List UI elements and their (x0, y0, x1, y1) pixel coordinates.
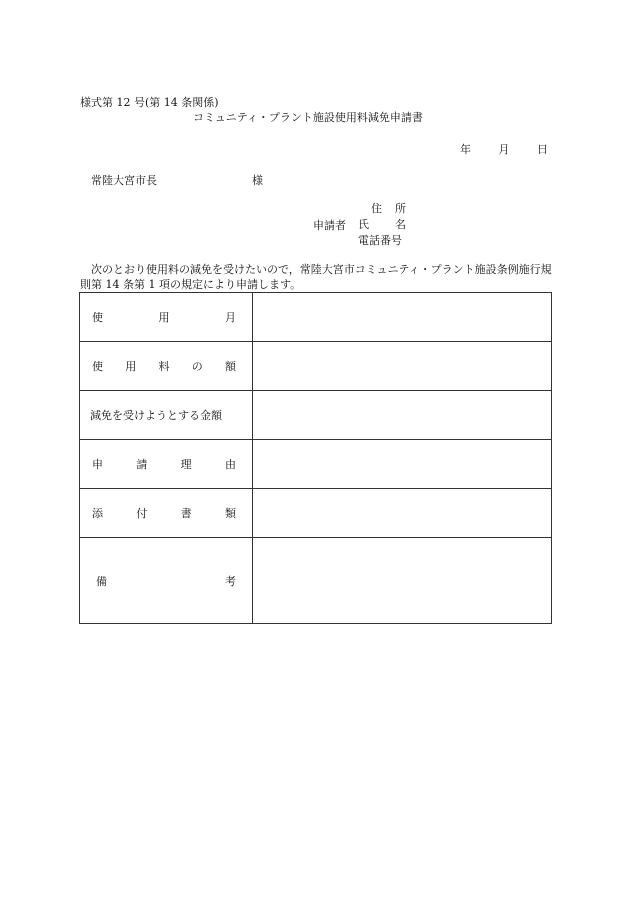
label-char: 用 (158, 311, 170, 324)
label-char: 使 (92, 360, 103, 373)
label-char: 由 (224, 458, 236, 471)
label-char: 月 (225, 311, 236, 324)
label-char: 額 (225, 360, 236, 373)
usage-fee-field[interactable] (253, 342, 552, 391)
label-char: 添 (92, 507, 103, 520)
phone-label: 電話番号 (358, 234, 402, 247)
date-day-label: 日 (537, 143, 548, 156)
label-text: 減免を受けようとする金額 (90, 409, 222, 422)
name-label-char: 氏 (358, 218, 369, 231)
addressee-name: 常陸大宮市長 (91, 174, 157, 187)
row-label-reduction-amount (80, 391, 253, 440)
form-number-label: 様式第 12 号(第 14 条関係) (80, 96, 219, 109)
address-label-char: 住 (371, 202, 382, 215)
applicant-role-label: 申請者 (313, 219, 346, 232)
label-char: 備 (96, 574, 107, 588)
table-row (80, 538, 552, 624)
name-label (358, 217, 406, 233)
address-label-char: 所 (395, 202, 406, 215)
label-char: 用 (125, 360, 137, 373)
label-char: 類 (224, 507, 236, 520)
label-char: の (191, 360, 203, 373)
label-char: 申 (92, 458, 103, 471)
row-label-usage-month (80, 293, 253, 342)
label-char: 理 (180, 458, 192, 471)
label-char: 書 (180, 507, 192, 520)
table-row (80, 489, 552, 538)
row-label-usage-fee (80, 342, 253, 391)
table-row (80, 440, 552, 489)
date-line (460, 141, 548, 157)
label-char: 請 (136, 458, 148, 471)
document-title: コミュニティ・プラント施設使用料減免申請書 (193, 111, 423, 124)
label-char: 付 (136, 507, 148, 520)
date-year-label: 年 (460, 143, 471, 156)
application-table (79, 292, 552, 624)
reason-field[interactable] (253, 440, 552, 489)
row-label-attachments (80, 489, 253, 538)
label-char: 料 (158, 360, 170, 373)
application-statement: 次のとおり使用料の減免を受けたいので，常陸大宮市コミュニティ・プラント施設条例施行規則第 14 条第 1 項の規定により申請します。 (80, 263, 552, 291)
date-month-label: 月 (498, 143, 510, 156)
addressee (91, 172, 263, 188)
addressee-honorific: 様 (252, 174, 263, 187)
remarks-field[interactable] (253, 538, 552, 624)
name-label-char: 名 (395, 218, 406, 231)
label-char: 考 (225, 574, 236, 588)
label-char: 使 (92, 311, 103, 324)
row-label-reason (80, 440, 253, 489)
address-label (358, 201, 406, 217)
reduction-amount-field[interactable] (253, 391, 552, 440)
attachments-field[interactable] (253, 489, 552, 538)
usage-month-field[interactable] (253, 293, 552, 342)
row-label-remarks (80, 538, 253, 624)
table-row (80, 293, 552, 342)
table-row (80, 391, 552, 440)
table-row (80, 342, 552, 391)
